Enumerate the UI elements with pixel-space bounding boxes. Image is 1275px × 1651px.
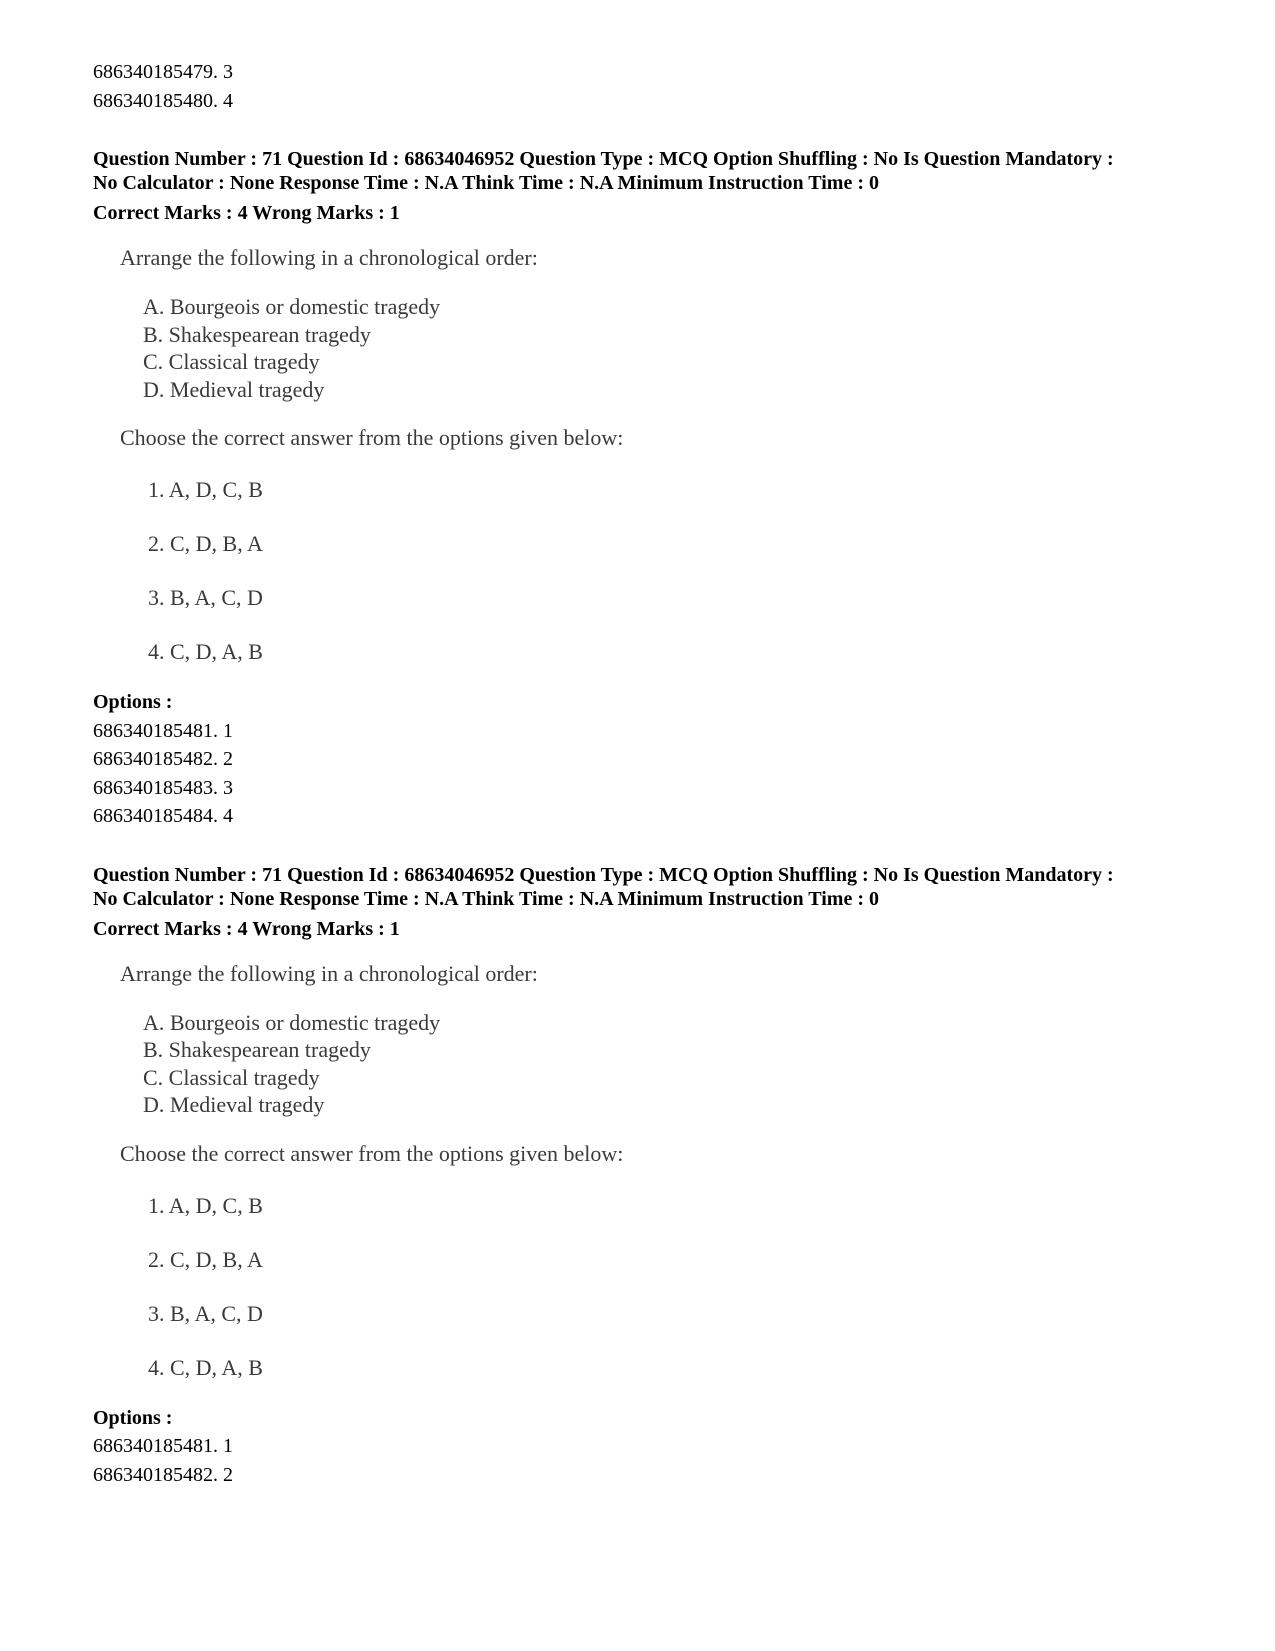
option-line: 686340185484. 4 [93, 805, 233, 827]
option-line: 686340185480. 4 [93, 89, 233, 112]
choose-instruction: Choose the correct answer from the options given below: [120, 1140, 624, 1166]
answer-choice: 1. A, D, C, B [148, 1192, 263, 1218]
question-item: B. Shakespearean tragedy [143, 321, 371, 347]
question-header-line: Question Number : 71 Question Id : 68634046952 Question Type : MCQ Option Shuffling : No Is Question Mandatory : [93, 863, 1114, 886]
option-line: 686340185481. 1 [93, 719, 233, 742]
question-stem: Arrange the following in a chronological order: [120, 960, 538, 986]
answer-choice: 4. C, D, A, B [148, 1354, 263, 1380]
answer-choice: 3. B, A, C, D [148, 1300, 263, 1326]
question-items [143, 1009, 1193, 1119]
option-line: 686340185481. 1 [93, 1435, 233, 1457]
question-body-image [120, 960, 1193, 1382]
answer-choice: 2. C, D, B, A [148, 531, 263, 556]
question-block [93, 147, 1193, 831]
question-item: A. Bourgeois or domestic tragedy [143, 294, 441, 319]
question-header [93, 147, 1193, 195]
answer-choice: 4. C, D, A, B [148, 639, 263, 664]
question-header-line: No Calculator : None Response Time : N.A Think Time : N.A Minimum Instruction Time : 0 [93, 887, 879, 910]
options-list [93, 1432, 1193, 1489]
question-stem: Arrange the following in a chronological order: [120, 245, 538, 270]
question-marks: Correct Marks : 4 Wrong Marks : 1 [93, 202, 400, 224]
question-block [93, 863, 1193, 1490]
answer-choice: 1. A, D, C, B [148, 477, 263, 502]
option-line: 686340185482. 2 [93, 1463, 233, 1486]
answer-choice: 3. B, A, C, D [148, 585, 263, 610]
question-item: C. Classical tragedy [143, 1064, 320, 1090]
options-label: Options : [93, 691, 173, 713]
question-marks: Correct Marks : 4 Wrong Marks : 1 [93, 917, 400, 940]
option-line: 686340185482. 2 [93, 748, 233, 770]
question-header [93, 863, 1193, 911]
question-item: A. Bourgeois or domestic tragedy [143, 1009, 441, 1035]
question-items [143, 293, 1193, 403]
option-line: 686340185483. 3 [93, 776, 233, 799]
question-item: B. Shakespearean tragedy [143, 1037, 371, 1062]
choose-instruction: Choose the correct answer from the options given below: [120, 425, 624, 450]
option-line: 686340185479. 3 [93, 61, 233, 83]
question-item: D. Medieval tragedy [143, 376, 325, 402]
question-body-image [120, 244, 1193, 666]
question-item: C. Classical tragedy [143, 349, 320, 374]
options-label: Options : [93, 1406, 173, 1429]
answer-choice: 2. C, D, B, A [148, 1246, 263, 1272]
options-list [93, 717, 1193, 831]
question-header-line: No Calculator : None Response Time : N.A Think Time : N.A Minimum Instruction Time : 0 [93, 172, 879, 194]
top-options-list [93, 58, 1193, 115]
question-item: D. Medieval tragedy [143, 1092, 325, 1117]
question-header-line: Question Number : 71 Question Id : 68634046952 Question Type : MCQ Option Shuffling : No Is Question Mandatory : [93, 148, 1114, 170]
answer-choices [148, 1192, 1193, 1382]
document-page [93, 58, 1193, 1489]
answer-choices [148, 476, 1193, 666]
